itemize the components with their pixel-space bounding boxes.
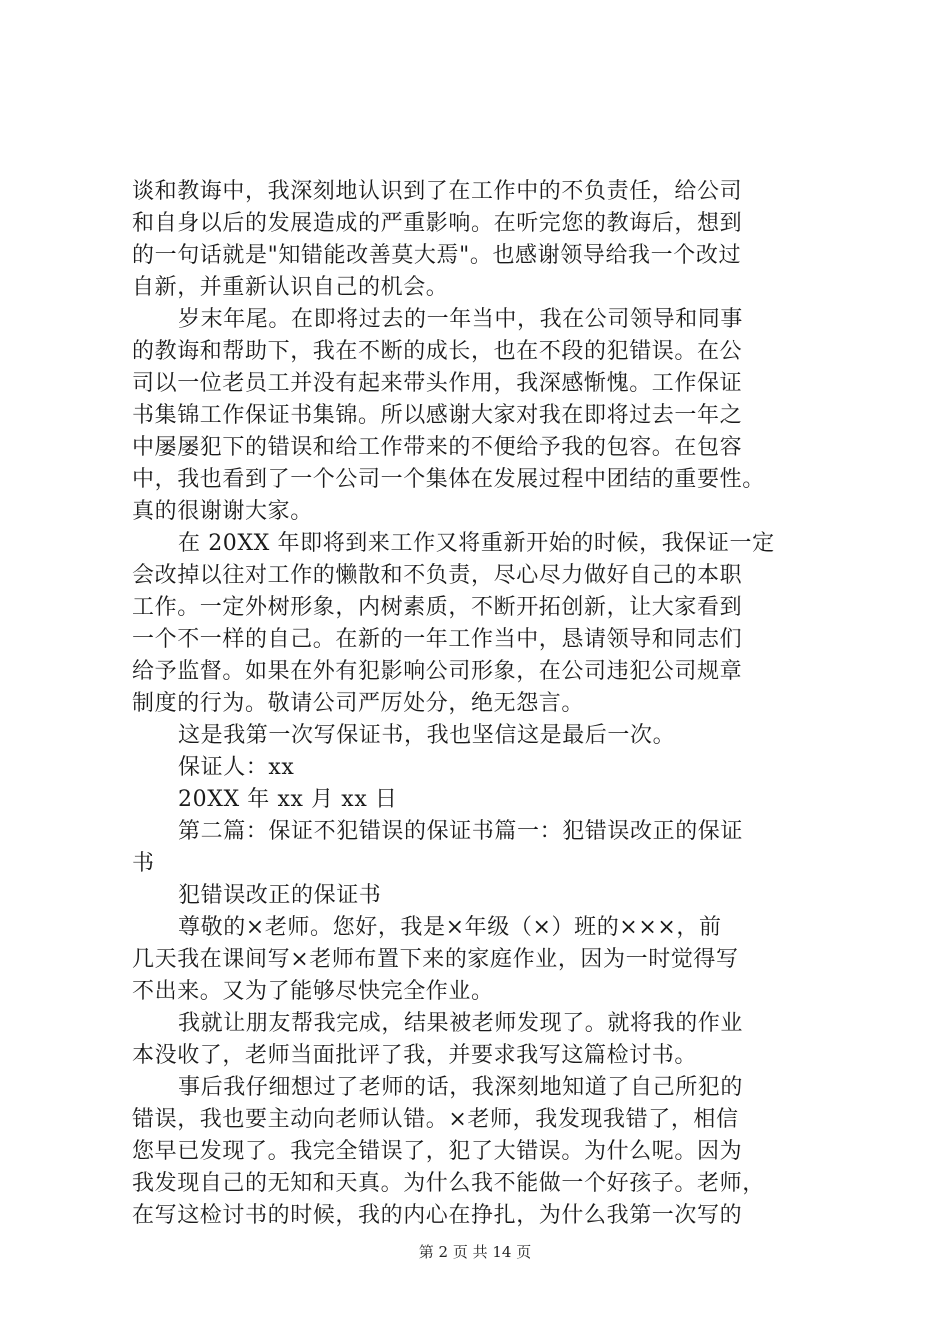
text-line: 事后我仔细想过了老师的话，我深刻地知道了自己所犯的 bbox=[178, 1075, 744, 1100]
text-line: 几天我在课间写×老师布置下来的家庭作业，因为一时觉得写 bbox=[132, 947, 739, 972]
text-line: 我就让朋友帮我完成，结果被老师发现了。就将我的作业 bbox=[178, 1011, 744, 1036]
text-line: 制度的行为。敬请公司严厉处分，绝无怨言。 bbox=[132, 691, 585, 716]
text-line: 您早已发现了。我完全错误了，犯了大错误。为什么呢。因为 bbox=[132, 1139, 743, 1164]
text-line: 真的很谢谢大家。 bbox=[132, 499, 313, 524]
text-line: 不出来。又为了能够尽快完全作业。 bbox=[132, 979, 494, 1004]
page-number-footer: 第 2 页 共 14 页 bbox=[418, 1243, 532, 1261]
text-line: 工作。一定外树形象，内树素质，不断开拓创新，让大家看到 bbox=[132, 595, 743, 620]
text-line: 的教诲和帮助下，我在不断的成长，也在不段的犯错误。在公 bbox=[132, 339, 743, 364]
text-line: 尊敬的×老师。您好，我是×年级（×）班的×××，前 bbox=[178, 915, 722, 940]
signature-line: 保证人：xx bbox=[178, 755, 295, 780]
text-line: 这是我第一次写保证书，我也坚信这是最后一次。 bbox=[178, 723, 676, 748]
text-line: 司以一位老员工并没有起来带头作用，我深感惭愧。工作保证 bbox=[132, 371, 743, 396]
text-line: 给予监督。如果在外有犯影响公司形象，在公司违犯公司规章 bbox=[132, 659, 743, 684]
text-line: 岁末年尾。在即将过去的一年当中，我在公司领导和同事 bbox=[178, 307, 744, 332]
text-line: 自新，并重新认识自己的机会。 bbox=[132, 275, 449, 300]
text-line: 在写这检讨书的时候，我的内心在挣扎，为什么我第一次写的 bbox=[132, 1203, 743, 1228]
text-line: 中，我也看到了一个公司一个集体在发展过程中团结的重要性。 bbox=[132, 467, 765, 492]
section-heading: 第二篇：保证不犯错误的保证书篇一：犯错误改正的保证 bbox=[178, 819, 744, 844]
section-title: 犯错误改正的保证书 bbox=[178, 883, 382, 908]
text-line: 错误，我也要主动向老师认错。×老师，我发现我错了，相信 bbox=[132, 1107, 739, 1132]
text-line: 的一句话就是"知错能改善莫大焉"。也感谢领导给我一个改过 bbox=[132, 243, 742, 268]
text-line: 在 20XX 年即将到来工作又将重新开始的时候，我保证一定 bbox=[178, 531, 775, 556]
date-line: 20XX 年 xx 月 xx 日 bbox=[178, 787, 398, 812]
text-line: 中屡屡犯下的错误和给工作带来的不便给予我的包容。在包容 bbox=[132, 435, 743, 460]
text-line: 本没收了，老师当面批评了我，并要求我写这篇检讨书。 bbox=[132, 1043, 698, 1068]
text-line: 和自身以后的发展造成的严重影响。在听完您的教诲后，想到 bbox=[132, 211, 743, 236]
text-line: 一个不一样的自己。在新的一年工作当中，恳请领导和同志们 bbox=[132, 627, 743, 652]
text-line: 会改掉以往对工作的懒散和不负责，尽心尽力做好自己的本职 bbox=[132, 563, 743, 588]
text-line: 我发现自己的无知和天真。为什么我不能做一个好孩子。老师， bbox=[132, 1171, 765, 1196]
section-heading: 书 bbox=[132, 851, 155, 876]
text-line: 书集锦工作保证书集锦。所以感谢大家对我在即将过去一年之 bbox=[132, 403, 743, 428]
text-line: 谈和教诲中，我深刻地认识到了在工作中的不负责任，给公司 bbox=[132, 179, 743, 204]
